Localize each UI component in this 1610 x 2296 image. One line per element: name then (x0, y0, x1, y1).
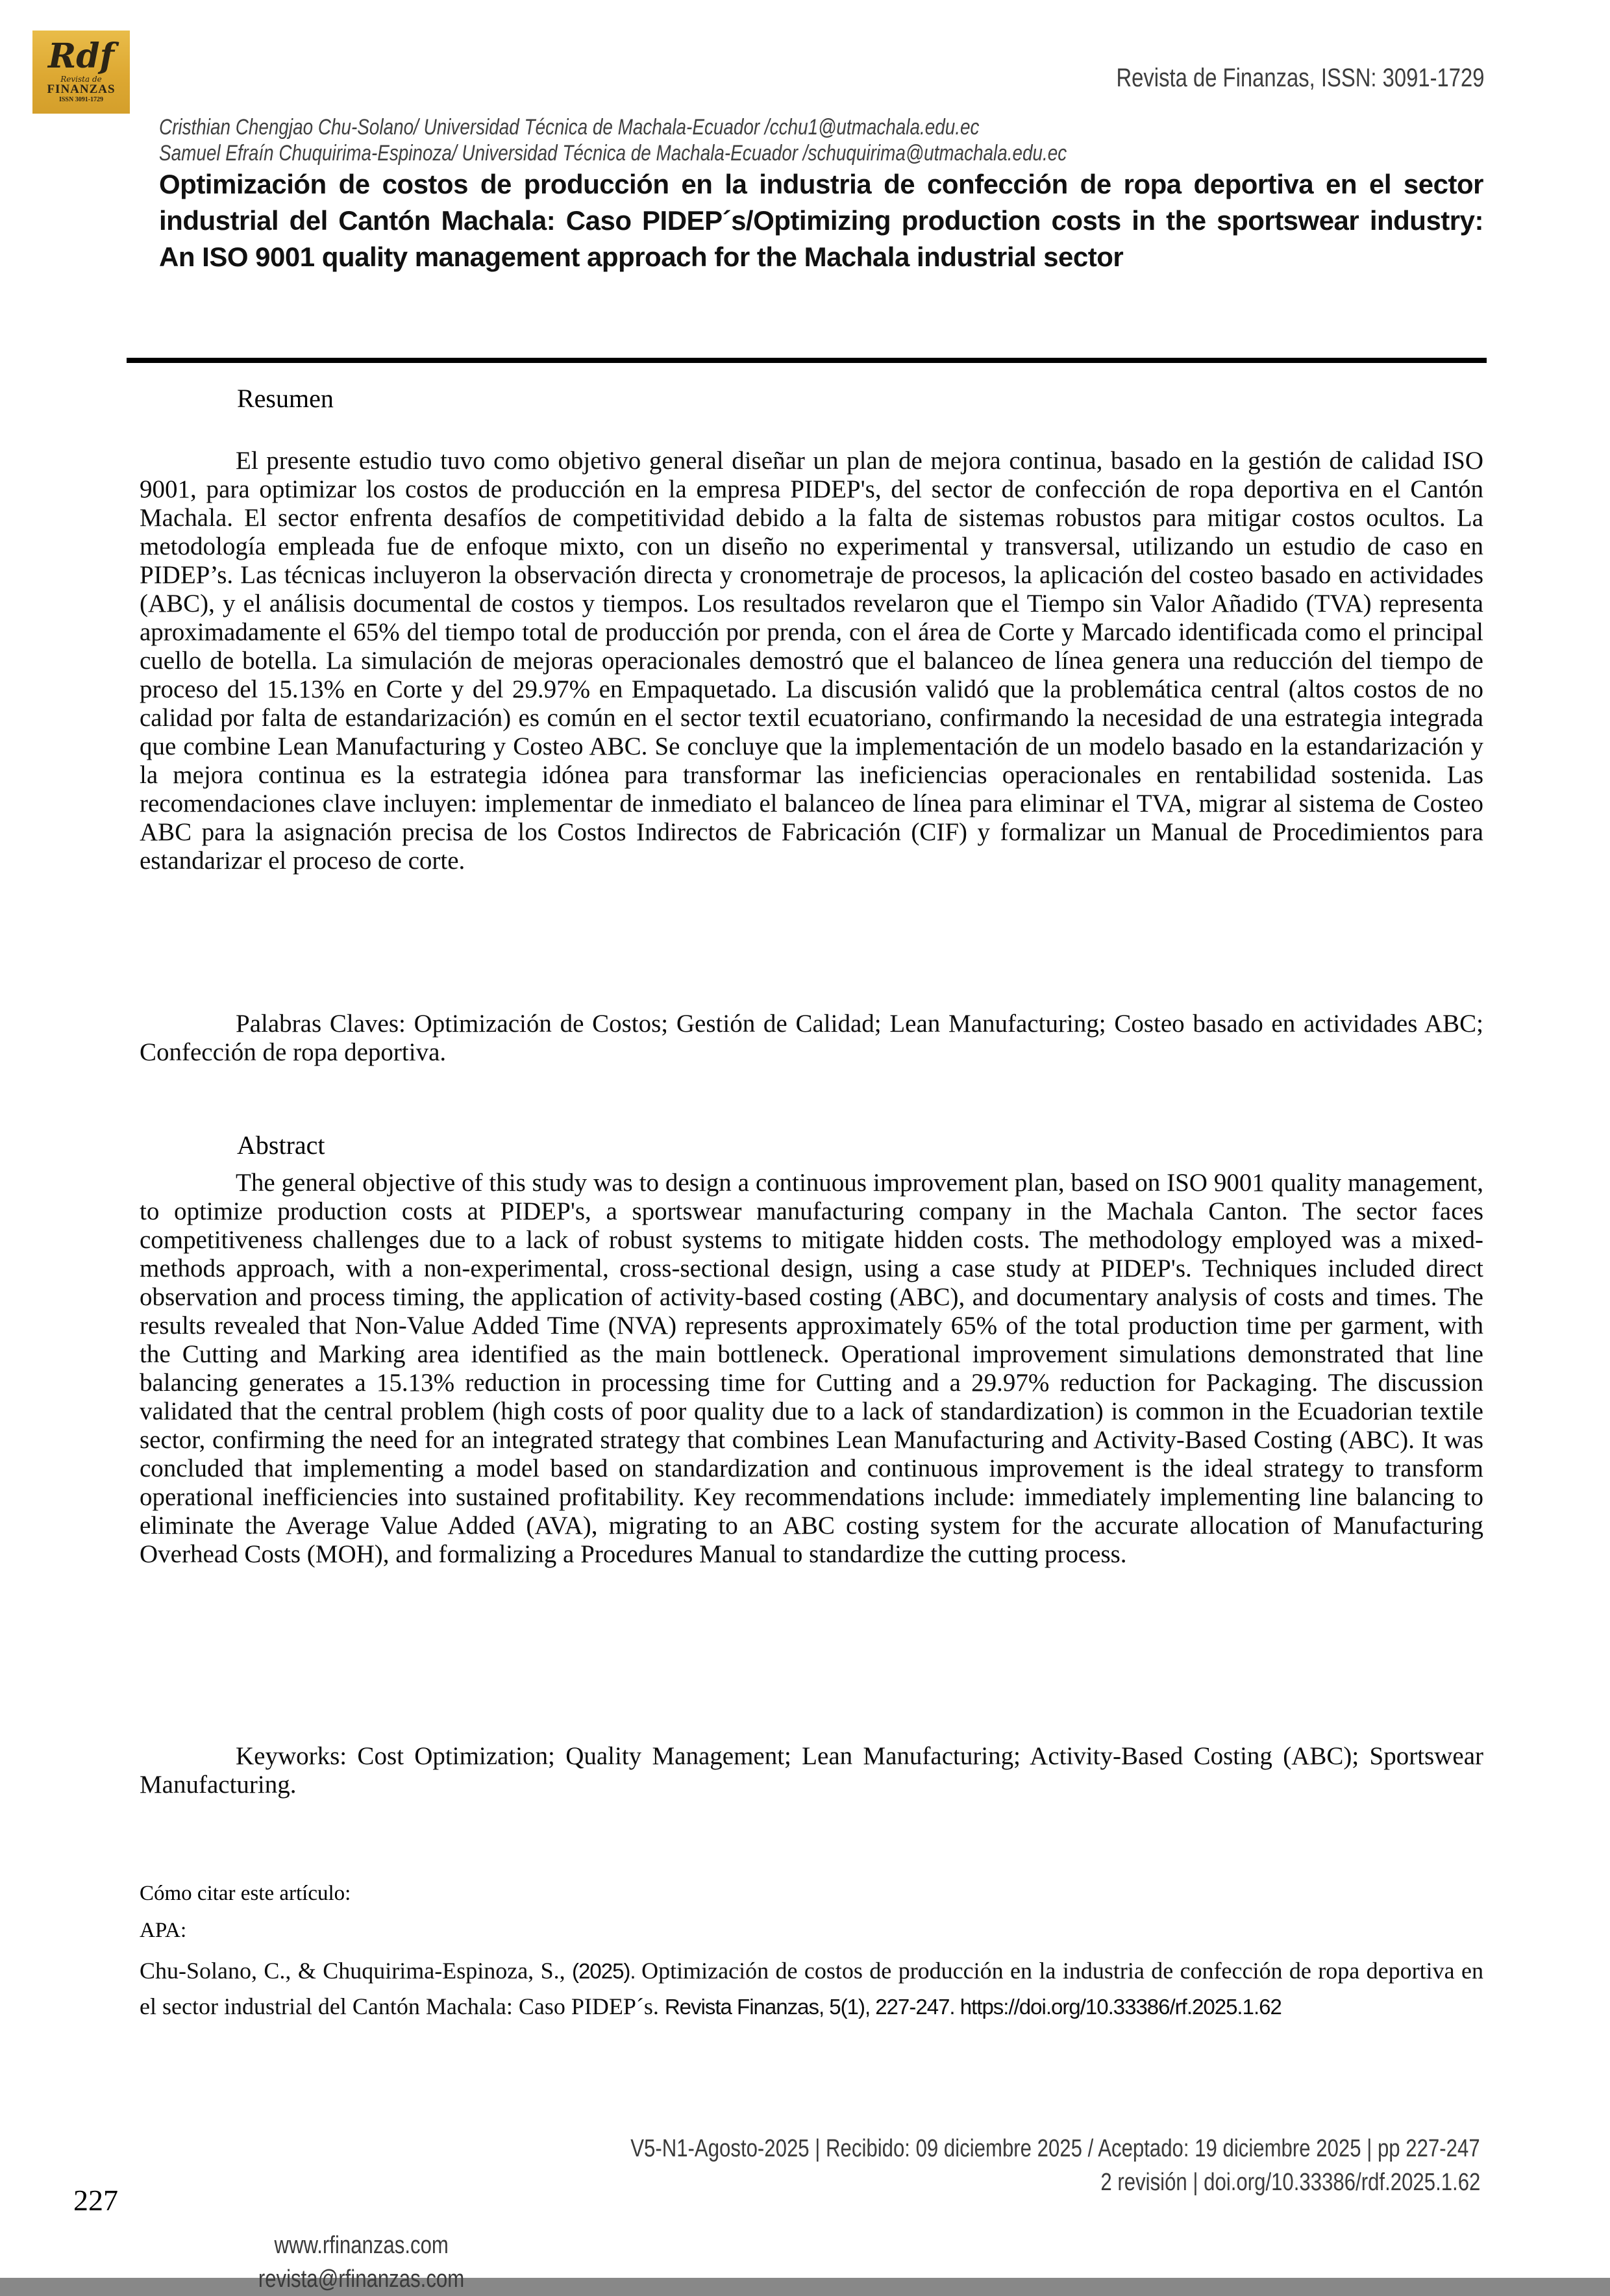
footer-meta-line-2 (182, 2169, 1480, 2197)
author-line-2 (159, 140, 1522, 166)
contact-block (232, 2228, 491, 2296)
page-number: 227 (73, 2184, 118, 2217)
author-block (159, 114, 1522, 166)
abstract-heading: Abstract (237, 1130, 325, 1160)
resumen-body: El presente estudio tuvo como objetivo general diseñar un plan de mejora continua, basado en la gestión de calidad ISO 9001, para optimizar los costos de producción en la empresa PIDEP's, del sector de confección de ropa deportiva en el Cantón Machala. El sector enfrenta desafíos de competitividad debido a la falta de sistemas robustos para mitigar costos ocultos. La metodología empleada fue de enfoque mixto, con un diseño no experimental y transversal, utilizando un estudio de caso en PIDEP’s. Las técnicas incluyeron la observación directa y cronometraje de procesos, la aplicación del costeo basado en actividades (ABC), y el análisis documental de costos y tiempos. Los resultados revelaron que el Tiempo sin Valor Añadido (TVA) representa aproximadamente el 65% del tiempo total de producción por prenda, con el área de Corte y Marcado identificada como el principal cuello de botella. La simulación de mejoras operacionales demostró que el balanceo de línea genera una reducción del tiempo de proceso del 15.13% en Corte y del 29.97% en Empaquetado. La discusión validó que la problemática central (altos costos de no calidad por falta de estandarización) es común en el sector textil ecuatoriano, confirmando la necesidad de una estrategia integrada que combine Lean Manufacturing y Costeo ABC. Se concluye que la implementación de un modelo basado en la estandarización y la mejora continua es la estrategia idónea para transformar las ineficiencias operacionales en rentabilidad sostenida. Las recomendaciones clave incluyen: implementar de inmediato el balanceo de línea para eliminar el TVA, migrar al sistema de Costeo ABC para la asignación precisa de los Costos Indirectos de Fabricación (CIF) y formalizar un Manual de Procedimientos para estandarizar el proceso de corte. (140, 447, 1483, 875)
logo-subtitle-small: Revista de (60, 75, 102, 84)
footer-meta-line-1 (182, 2135, 1480, 2163)
citation-authors: Chu-Solano, C., & Chuquirima-Espinoza, S., (140, 1958, 573, 1984)
citation-title: Optimización de costos de producción en la industria de confección de ropa deportiva en el sector industrial del Cantón Machala: Caso PIDEP´s. (140, 1958, 1484, 2019)
author-2-text: Samuel Efraín Chuquirima-Espinoza/ Universidad Técnica de Machala-Ecuador /schuquirima@utmachala.edu.ec (159, 141, 1067, 166)
website (232, 2228, 491, 2262)
footer-meta-1-text: V5-N1-Agosto-2025 | Recibido: 09 diciembre 2025 / Aceptado: 19 diciembre 2025 | pp 227-247 (630, 2135, 1480, 2162)
logo-issn: ISSN 3091-1729 (58, 96, 104, 103)
author-line-1 (159, 114, 1522, 140)
journal-logo (32, 31, 130, 114)
logo-script-text: Rdf (48, 36, 114, 76)
journal-header-text: Revista de Finanzas, ISSN: 3091-1729 (1116, 64, 1485, 92)
abstract-body: The general objective of this study was to design a continuous improvement plan, based on ISO 9001 quality management, to optimize production costs at PIDEP's, a sportswear manufacturing company in the Machala Canton. The sector faces competitiveness challenges due to a lack of robust systems to mitigate hidden costs. The methodology employed was a mixed-methods approach, with a non-experimental, cross-sectional design, using a case study at PIDEP's. Techniques included direct observation and process timing, the application of activity-based costing (ABC), and documentary analysis of costs and times. The results revealed that Non-Value Added Time (NVA) represents approximately 65% of the total production time per garment, with the Cutting and Marking area identified as the main bottleneck. Operational improvement simulations demonstrated that line balancing generates a 15.13% reduction in processing time for Cutting and a 29.97% reduction for Packaging. The discussion validated that the central problem (high costs of poor quality due to a lack of standardization) is common in the Ecuadorian textile sector, confirming the need for an integrated strategy that combines Lean Manufacturing and Activity-Based Costing (ABC). It was concluded that implementing a model based on standardization and continuous improvement is the ideal strategy to transform operational inefficiencies into sustained profitability. Key recommendations include: immediately implementing line balancing to eliminate the Average Value Added (AVA), migrating to an ABC costing system for the accurate allocation of Manufacturing Overhead Costs (MOH), and formalizing a Procedures Manual to standardize the cutting process. (140, 1169, 1483, 1568)
keywords: Keyworks: Cost Optimization; Quality Management; Lean Manufacturing; Activity-Based Costing (ABC); Sportswear Manufacturing. (140, 1742, 1483, 1799)
footer-meta-2-text: 2 revisión | doi.org/10.33386/rdf.2025.1.62 (1100, 2169, 1480, 2196)
citation-text (140, 1953, 1483, 2025)
email (232, 2262, 491, 2296)
palabras-claves: Palabras Claves: Optimización de Costos; Gestión de Calidad; Lean Manufacturing; Costeo basado en actividades ABC; Confección de ropa deportiva. (140, 1010, 1483, 1066)
citation-source: Revista Finanzas, 5(1), 227-247. https://doi.org/10.33386/rf.2025.1.62 (664, 1995, 1282, 2019)
resumen-heading: Resumen (237, 384, 334, 413)
article-title: Optimización de costos de producción en la industria de confección de ropa deportiva en el sector industrial del Cantón Machala: Caso PIDEP´s/Optimizing production costs in the sportswear industry: An ISO 9001 quality management approach for the Machala industrial sector (159, 169, 1483, 272)
journal-header-line (511, 64, 1485, 93)
website-text: www.rfinanzas.com (274, 2232, 449, 2259)
author-1-text: Cristhian Chengjao Chu-Solano/ Universidad Técnica de Machala-Ecuador /cchu1@utmachala.edu.ec (159, 115, 980, 140)
how-to-cite-label: Cómo citar este artículo: (140, 1882, 351, 1905)
divider-rule (127, 358, 1487, 363)
logo-subtitle: FINANZAS (47, 82, 116, 96)
apa-label: APA: (140, 1919, 187, 1942)
email-text: revista@rfinanzas.com (258, 2265, 465, 2293)
citation-year: (2025). (572, 1959, 642, 1983)
